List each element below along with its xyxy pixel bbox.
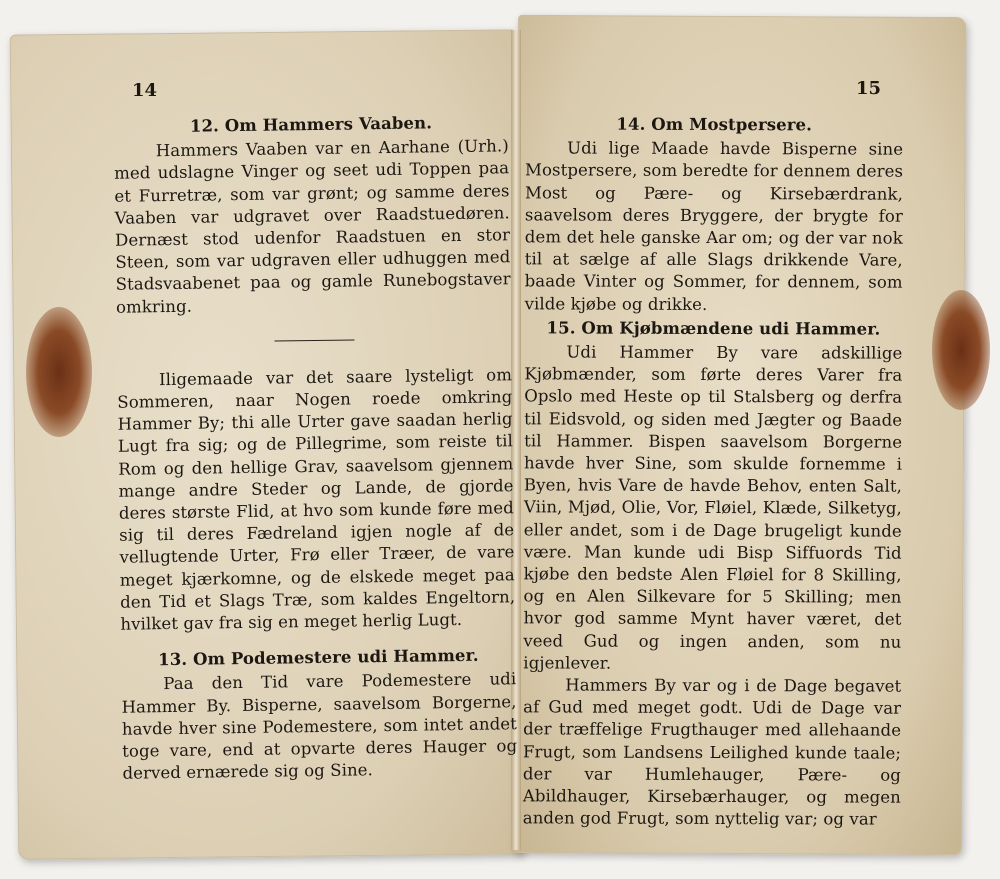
section-divider [274,339,354,341]
paragraph-fruit: Hammers By var og i de Dage begavet af Gud med meget godt. Udi de Dage var der træffelige Frugthauger med allehaande Frugt, som Landsens Leilighed kunde taale; der var Humlehauger, Pære- og Abildhauger, Kirsebærhauger, og megen anden god Frugt, som nyttelig var; og var [522,675,902,829]
right-page-number: 15 [856,78,882,99]
paragraph-15: Udi Hammer By vare adskillige Kjøbmænder, som førte deres Varer fra Opslo med Heste op til Stalsberg og derfra til Eidsvold, og siden med Jægter og Baade til Hammer. Bispen saavelsom Borgerne havde hver Sine, som skulde fornemme i Byen, hvis Vare de havde Behov, enten Salt, Viin, Mjød, Olie, Vor, Fløiel, Klæde, Silketyg, eller andet, som i de Dage brugeligt kunde være. Man kunde udi Bisp Siffuords Tid kjøbe den bedste Alen Fløiel for 8 Skilling, og en Alen Silkevare for 5 Skilling; men hvor god samme Mynt haver været, det veed Gud og ingen anden, som nu igjenlever. [523,342,903,673]
right-page-text [523,111,904,831]
left-page-number: 14 [132,80,158,101]
heading-14: 14. Om Mostpersere. [616,114,813,135]
heading-15: 15. Om Kjøbmændene udi Hammer. [546,318,881,339]
right-stain [932,290,990,410]
paragraph-14: Udi lige Maade havde Bisperne sine Mostpersere, som beredte for dennem deres Most og Pære- og Kirsebærdrank, saavelsom deres Bryggere, der brygte for dem det hele ganske Aar om; og der var nok til at sælge af alle Slags drikkende Vare, baade Vinter og Sommer, for dennem, som vilde kjøbe og drikke. [524,138,904,314]
paragraph-13: Paa den Tid vare Podemestere udi Hammer By. Bisperne, saavelsom Borgerne, havde hver sine Podemestere, som intet andet toge vare, end at opvarte deres Hauger og derved ernærede sig og Sine. [121,669,518,784]
left-stain [26,307,92,437]
paragraph-12: Hammers Vaaben var en Aarhane (Urh.) med udslagne Vinger og seet udi Toppen paa et Furretræ, som var grønt; og samme deres Vaaben var udgravet over Raadstuedøren. Dernæst stod udenfor Raadstuen en stor Steen, som var udgraven eller udhuggen med Stadsvaabenet paa og gamle Runebogstaver omkring. [114,136,511,317]
left-page-text [113,109,517,785]
paragraph-summer: Iligemaade var det saare lysteligt om Sommeren, naar Nogen roede omkring Hammer By; thi alle Urter gave saadan herlig Lugt fra sig; og de Pillegrime, som reiste til Rom og den hellige Grav, saavelsom gjennem mange andre Steder og Lande, de gjorde deres største Flid, at hvo som kunde føre med sig til deres Fædreland igjen nogle af de vellugtende Urter, Frø eller Træer, de vare meget kjærkomne, og de elskede meget paa den Tid et Slags Træ, som kaldes Engeltorn, hvilket gav fra sig en meget herlig Lugt. [117,365,516,634]
heading-12: 12. Om Hammers Vaaben. [189,113,433,136]
heading-13: 13. Om Podemestere udi Hammer. [158,646,479,670]
